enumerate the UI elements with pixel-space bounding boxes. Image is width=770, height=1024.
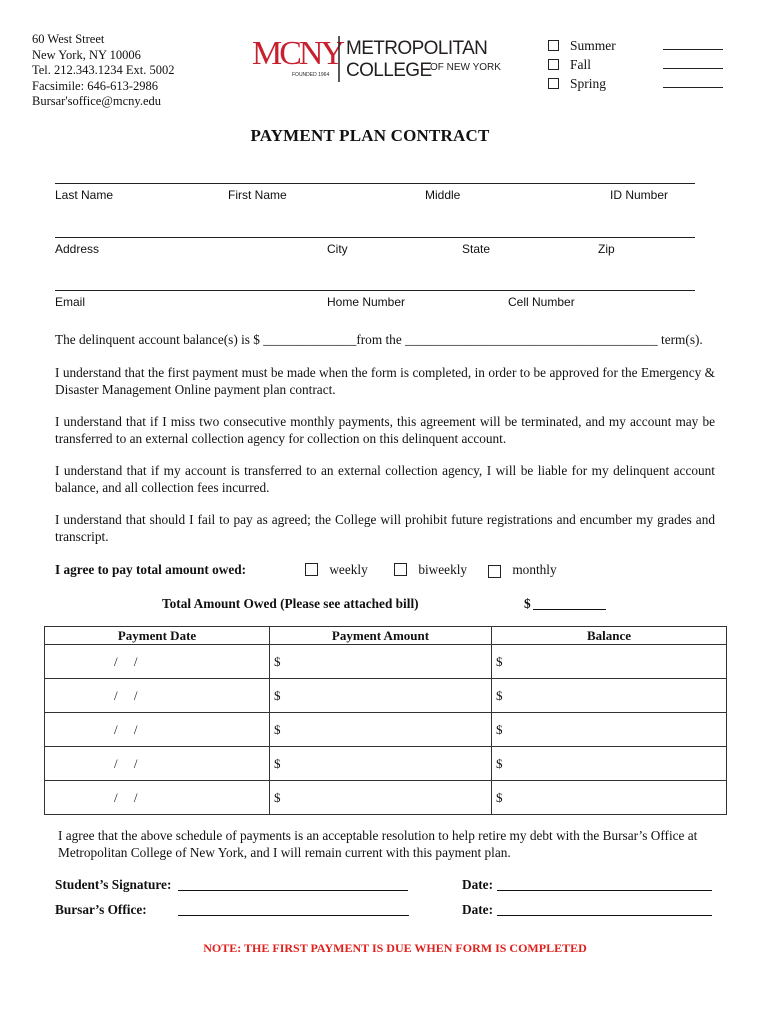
student-signature-label: Student’s Signature: [55, 877, 172, 892]
payment-date-cell[interactable]: / / [45, 679, 270, 713]
bursar-signature-line[interactable] [178, 902, 409, 916]
contact-field-line[interactable] [55, 290, 695, 291]
balance-prefix: The delinquent account balance(s) is $ ______________from the [55, 332, 406, 347]
term-checkbox-fall[interactable] [548, 59, 559, 70]
payment-amount-cell[interactable]: $ [270, 781, 492, 815]
email-line: Bursar'soffice@mcny.edu [32, 94, 162, 108]
agree-label: I agree to pay total amount owed: [55, 562, 247, 577]
biweekly-checkbox[interactable] [394, 563, 407, 576]
balance-cell[interactable]: $ [492, 713, 727, 747]
option-weekly[interactable] [305, 562, 368, 578]
label-address: Address [55, 242, 100, 256]
bursar-date-line[interactable] [497, 902, 712, 916]
payment-amount-cell[interactable]: $ [270, 679, 492, 713]
total-owed-currency: $ [524, 596, 531, 611]
label-home-number: Home Number [327, 295, 406, 309]
term-line-spring[interactable] [663, 87, 723, 88]
label-state: State [462, 242, 491, 256]
payment-schedule-table [44, 626, 727, 815]
header-payment-amount: Payment Amount [270, 627, 492, 645]
student-signature-line[interactable] [178, 877, 408, 891]
total-owed-label: Total Amount Owed (Please see attached bill) [162, 596, 419, 611]
paragraph-collection-liability: I understand that if my account is transferred to an external collection agency, I will be liable for my delinquent account balance, and all collection fees incurred. [55, 463, 715, 495]
bursar-office-label: Bursar’s Office: [55, 902, 147, 917]
payment-amount-cell[interactable]: $ [270, 645, 492, 679]
table-header-row [45, 627, 727, 645]
table-row [45, 645, 727, 679]
term-selection [548, 36, 616, 93]
option-monthly[interactable] [488, 562, 557, 578]
table-row [45, 713, 727, 747]
label-cell-number: Cell Number [508, 295, 575, 309]
page-title: PAYMENT PLAN CONTRACT [250, 126, 490, 145]
label-middle: Middle [425, 188, 461, 202]
biweekly-label: biweekly [418, 562, 468, 577]
phone-line: Tel. 212.343.1234 Ext. 5002 [32, 63, 175, 77]
student-date-label: Date: [462, 877, 494, 892]
header-payment-date: Payment Date [45, 627, 270, 645]
balance-cell[interactable]: $ [492, 645, 727, 679]
logo-name-line2: COLLEGE [346, 60, 432, 81]
paragraph-first-payment: I understand that the first payment must be made when the form is completed, in order to be approved for the Emergency & Disaster Management Online payment plan contract. [55, 365, 715, 397]
payment-date-cell[interactable]: / / [45, 645, 270, 679]
logo-founded: FOUNDED 1964 [292, 72, 330, 78]
monthly-checkbox[interactable] [488, 565, 501, 578]
balance-cell[interactable]: $ [492, 747, 727, 781]
payment-amount-cell[interactable]: $ [270, 713, 492, 747]
fax-line: Facsimile: 646-613-2986 [32, 78, 159, 93]
term-label-spring: Spring [570, 76, 607, 91]
table-row [45, 679, 727, 713]
table-row [45, 747, 727, 781]
header-balance: Balance [492, 627, 727, 645]
balance-cell[interactable]: $ [492, 679, 727, 713]
payment-date-cell[interactable]: / / [45, 747, 270, 781]
logo-name-line1: METROPOLITAN [346, 38, 488, 59]
label-id-number: ID Number [610, 188, 669, 202]
table-row [45, 781, 727, 815]
payment-date-cell[interactable]: / / [45, 713, 270, 747]
payment-date-cell[interactable]: / / [45, 781, 270, 815]
mcny-logo-icon [250, 30, 505, 90]
balance-cell[interactable]: $ [492, 781, 727, 815]
closing-agreement: I agree that the above schedule of payments is an acceptable resolution to help retire my debt with the Bursar’s Office at Metropolitan College of New York, and I will remain current with this payment plan. [58, 828, 698, 860]
paragraph-missed-payments: I understand that if I miss two consecutive monthly payments, this agreement will be terminated, and my account may be transferred to an external collection agency for collection on this delinquent account. [55, 414, 715, 446]
term-line-summer[interactable] [663, 49, 723, 50]
address-field-line[interactable] [55, 237, 695, 238]
address-line: 60 West Street [32, 32, 105, 46]
college-logo [250, 30, 505, 90]
term-line-fall[interactable] [663, 68, 723, 69]
label-last-name: Last Name [55, 188, 114, 202]
label-first-name: First Name [228, 188, 287, 202]
term-checkbox-summer[interactable] [548, 40, 559, 51]
balance-suffix: ______________________________________ term(s). [405, 332, 703, 347]
option-biweekly[interactable] [394, 562, 467, 578]
weekly-checkbox[interactable] [305, 563, 318, 576]
label-city: City [327, 242, 348, 256]
total-owed-line[interactable] [533, 596, 606, 610]
label-email: Email [55, 295, 86, 309]
logo-name-suffix: OF NEW YORK [430, 62, 501, 73]
term-label-summer: Summer [570, 38, 616, 53]
payment-amount-cell[interactable]: $ [270, 747, 492, 781]
bursar-date-label: Date: [462, 902, 494, 917]
address-line: New York, NY 10006 [32, 47, 141, 62]
address-block [32, 32, 175, 110]
student-date-line[interactable] [497, 877, 712, 891]
first-payment-note: NOTE: THE FIRST PAYMENT IS DUE WHEN FORM IS COMPLETED [203, 941, 587, 955]
logo-monogram: MCNY [252, 35, 343, 72]
balance-statement [55, 332, 715, 349]
term-label-fall: Fall [570, 57, 592, 72]
term-checkbox-spring[interactable] [548, 78, 559, 89]
paragraph-registration-hold: I understand that should I fail to pay as agreed; the College will prohibit future registrations and encumber my grades and transcript. [55, 512, 715, 544]
name-field-line[interactable] [55, 183, 695, 184]
weekly-label: weekly [329, 562, 368, 577]
monthly-label: monthly [512, 562, 557, 577]
label-zip: Zip [598, 242, 615, 256]
